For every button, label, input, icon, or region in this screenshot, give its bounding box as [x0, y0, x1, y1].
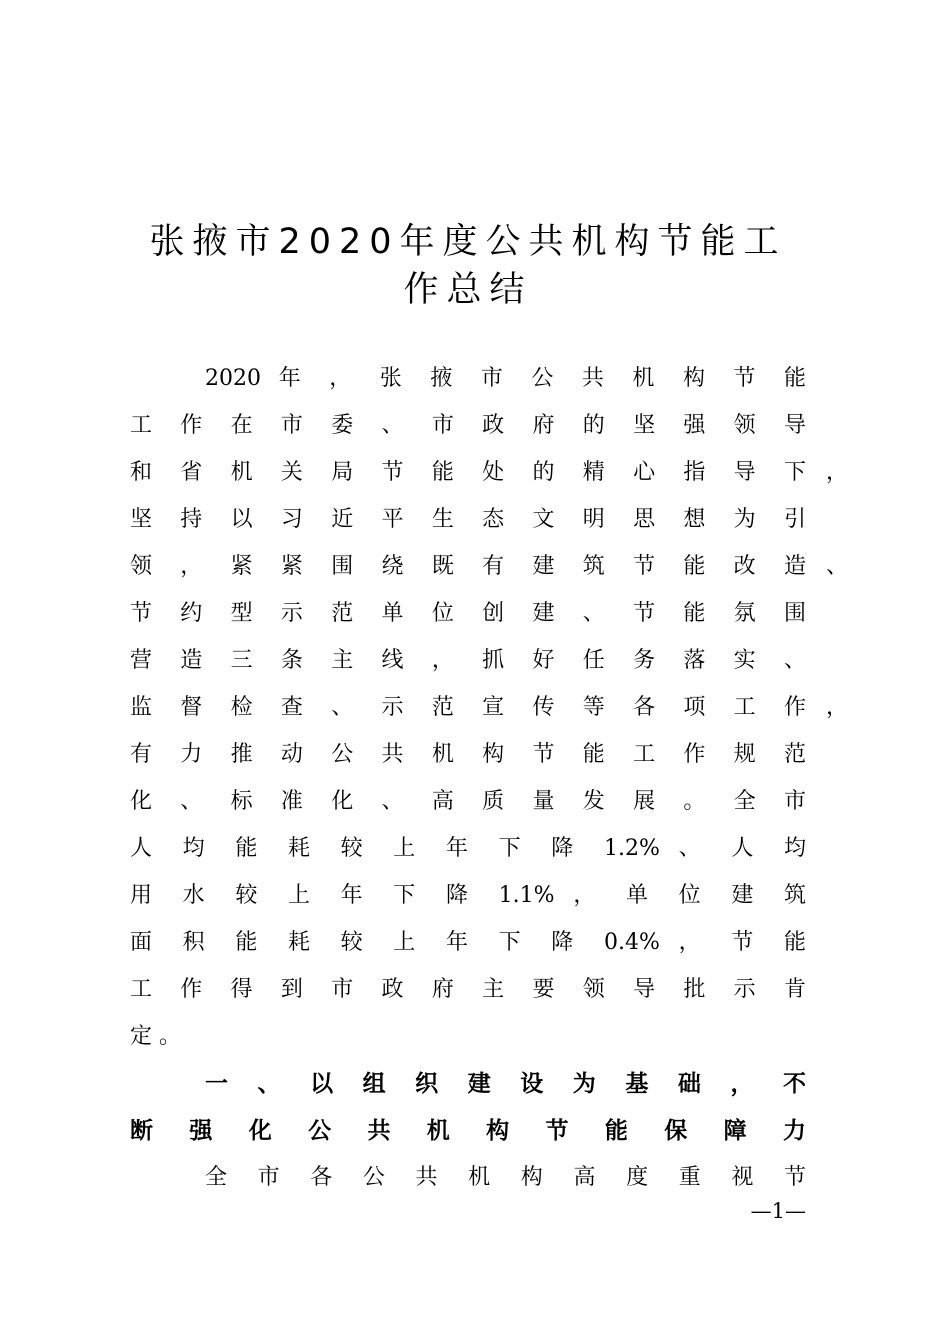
paragraph-line: 监 督 检 查 、 示 范 宣 传 等 各 项 工 作 [130, 695, 806, 720]
paragraph-line: 节 约 型 示 范 单 位 创 建 、 节 能 氛 围 [130, 601, 806, 626]
paragraph-line: 人 均 能 耗 较 上 年 下 降 1.2% 、 人 均 [130, 836, 806, 861]
document-title-line-1: 张掖市2020年度公共机构节能工 [149, 222, 787, 262]
hanging-punctuation: 、 [826, 554, 849, 579]
document-title-line-2: 作总结 [403, 270, 533, 310]
page-number: —1— [750, 1199, 806, 1223]
paragraph-line: 化 、 标 准 化 、 高 质 量 发 展 。 全 市 [130, 789, 806, 814]
paragraph-line: 坚 持 以 习 近 平 生 态 文 明 思 想 为 引 [130, 507, 806, 532]
paragraph-line: 营 造 三 条 主 线 ， 抓 好 任 务 落 实 、 [130, 648, 806, 673]
paragraph-line: 面 积 能 耗 较 上 年 下 降 0.4% ， 节 能 [130, 930, 806, 955]
hanging-punctuation: ， [826, 695, 849, 720]
section-heading-line-2: 断 强 化 公 共 机 构 节 能 保 障 力 [130, 1118, 806, 1144]
paragraph-line: 有 力 推 动 公 共 机 构 节 能 工 作 规 范 [130, 742, 806, 767]
section-heading-line-1: 一 、 以 组 织 建 设 为 基 础 ， 不 [205, 1071, 806, 1097]
paragraph-line: 2020 年 ， 张 掖 市 公 共 机 构 节 能 [205, 366, 806, 391]
paragraph-line: 领 ， 紧 紧 围 绕 既 有 建 筑 节 能 改 造 [130, 554, 806, 579]
paragraph-line: 工 作 得 到 市 政 府 主 要 领 导 批 示 肯 [130, 977, 806, 1002]
paragraph-line: 定 。 [130, 1024, 181, 1049]
paragraph-line: 全 市 各 公 共 机 构 高 度 重 视 节 [205, 1165, 806, 1190]
hanging-punctuation: ， [826, 460, 849, 485]
paragraph-line: 工 作 在 市 委 、 市 政 府 的 坚 强 领 导 [130, 413, 806, 438]
paragraph-line: 用 水 较 上 年 下 降 1.1% ， 单 位 建 筑 [130, 883, 806, 908]
paragraph-line: 和 省 机 关 局 节 能 处 的 精 心 指 导 下 [130, 460, 806, 485]
